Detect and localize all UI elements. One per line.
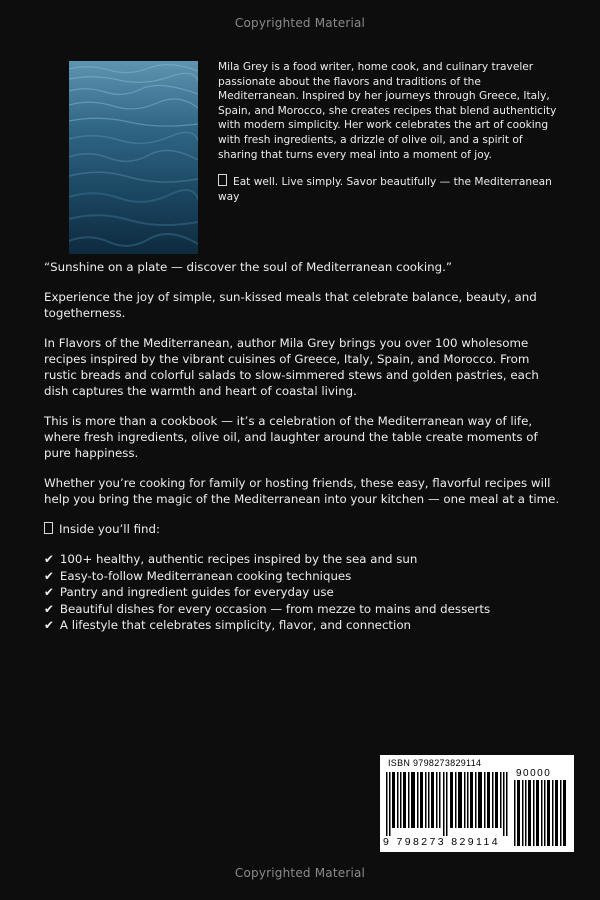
author-bio-text: Mila Grey is a food writer, home cook, and culinary traveler passionate about the flavors and traditions of the Mediterranean. Inspired by her journeys through Greece, Italy, Spain, and Morocco, she creates recipes that blend authenticity with modern simplicity. Her work celebrates the art of cooking with fresh ingredients, a drizzle of olive oil, and a spirit of sharing that turns every meal into a moment of joy. bbox=[218, 61, 557, 161]
feature-list-item bbox=[44, 584, 564, 601]
feature-text: Beautiful dishes for every occasion — from mezze to mains and desserts bbox=[59, 601, 491, 616]
feature-list-item bbox=[44, 568, 564, 585]
author-tagline bbox=[218, 174, 564, 204]
isbn-barcode bbox=[380, 755, 574, 852]
barcode-bars-addon bbox=[514, 780, 568, 846]
copyright-watermark-top: Copyrighted Material bbox=[234, 16, 366, 30]
missing-glyph-icon bbox=[218, 174, 227, 186]
book-description bbox=[44, 259, 564, 634]
check-mark-icon: ✔ bbox=[44, 552, 54, 566]
inside-heading-text: Inside you’ll find: bbox=[59, 522, 160, 536]
check-mark-icon: ✔ bbox=[44, 618, 54, 633]
copyright-watermark-bottom: Copyrighted Material bbox=[234, 866, 366, 880]
feature-list-item bbox=[44, 551, 564, 568]
description-paragraph: Whether you’re cooking for family or hosting friends, these easy, flavorful recipes will help you bring the magic of the Mediterranean into your kitchen — one meal at a time. bbox=[44, 476, 560, 506]
author-tagline-text: Eat well. Live simply. Savor beautifully — the Mediterranean way bbox=[218, 176, 552, 203]
isbn-label: ISBN 9798273829114 bbox=[388, 758, 482, 768]
feature-text: A lifestyle that celebrates simplicity, flavor, and connection bbox=[59, 618, 412, 633]
description-paragraph: This is more than a cookbook — it’s a celebration of the Mediterranean way of life, where fresh ingredients, olive oil, and laughter around the table create moments of pure happiness. bbox=[44, 414, 538, 460]
feature-list bbox=[44, 551, 564, 634]
price-code: 90000 bbox=[516, 768, 552, 779]
check-mark-icon: ✔ bbox=[44, 601, 54, 616]
isbn-digits: 9 798273 829114 bbox=[383, 836, 500, 848]
feature-text: Pantry and ingredient guides for everyday use bbox=[59, 585, 334, 600]
feature-text: Easy-to-follow Mediterranean cooking techniques bbox=[59, 568, 352, 583]
description-quote: “Sunshine on a plate — discover the soul of Mediterranean cooking.” bbox=[44, 260, 452, 274]
description-paragraph: Experience the joy of simple, sun-kissed meals that celebrate balance, beauty, and togetherness. bbox=[44, 290, 537, 320]
feature-list-item bbox=[44, 601, 564, 618]
inside-heading bbox=[44, 521, 564, 537]
check-mark-icon: ✔ bbox=[44, 568, 54, 583]
check-mark-icon: ✔ bbox=[44, 585, 54, 600]
author-photo-ocean bbox=[69, 61, 198, 254]
missing-glyph-icon bbox=[44, 522, 53, 534]
description-paragraph: In Flavors of the Mediterranean, author Mila Grey brings you over 100 wholesome recipes inspired by the vibrant cuisines of Greece, Italy, Spain, and Morocco. From rustic breads and colorful salads to slow-simmered stews and golden pastries, each dish captures the warmth and heart of coastal living. bbox=[44, 336, 539, 398]
barcode-bars-main bbox=[386, 772, 508, 836]
feature-text: 100+ healthy, authentic recipes inspired by the sea and sun bbox=[59, 552, 418, 566]
author-bio-section bbox=[218, 60, 564, 204]
feature-list-item bbox=[44, 617, 564, 634]
